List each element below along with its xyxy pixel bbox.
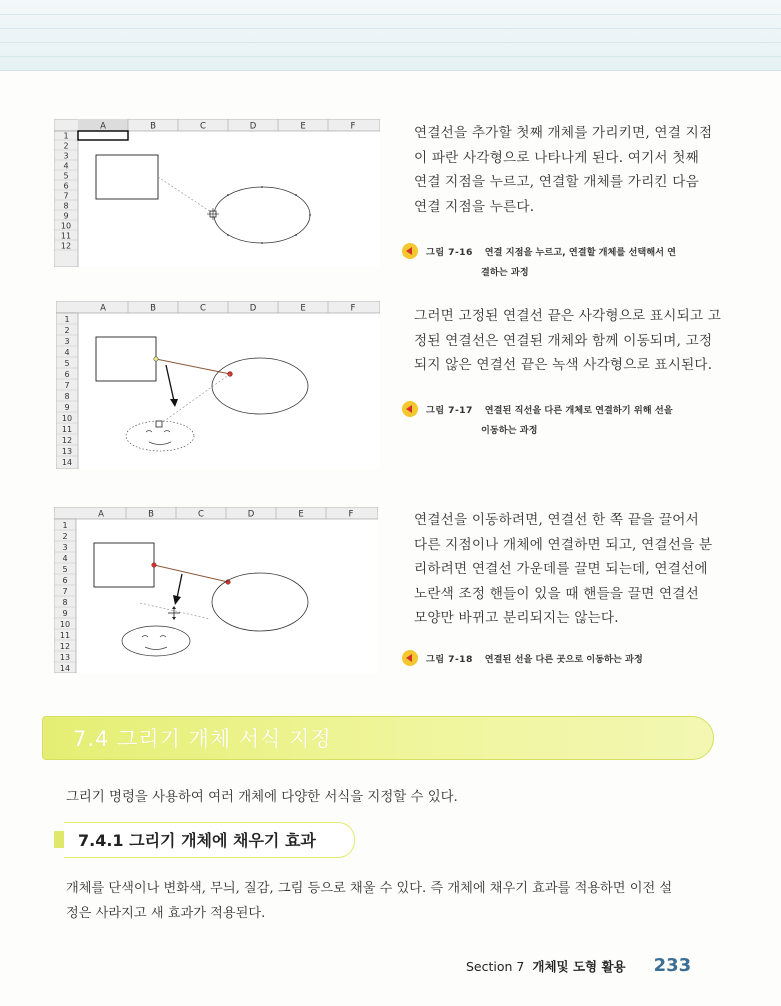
col-header: F [350, 121, 356, 132]
figure-7-16-screenshot [54, 119, 380, 267]
row-header: 6 [63, 181, 69, 191]
col-header: B [150, 121, 156, 132]
subsection-heading-banner [64, 822, 355, 858]
col-header: E [298, 509, 304, 520]
row-header: 7 [62, 587, 68, 596]
subsection-marker [54, 831, 64, 848]
row-header: 12 [60, 241, 72, 251]
figure-7-17-caption: 그림 7-17 연결된 직선을 다른 개체로 연결하기 위해 선을 이동하는 과정 [402, 401, 673, 436]
row-header: 8 [63, 201, 69, 211]
header-band [0, 0, 781, 71]
section-heading-banner [42, 716, 714, 760]
col-header: E [300, 303, 306, 314]
col-header: C [200, 121, 206, 132]
caption-arrow-icon [402, 650, 418, 666]
row-header: 4 [62, 554, 68, 563]
row-header: 6 [62, 576, 68, 585]
col-header: D [249, 121, 257, 132]
section-intro: 그리기 명령을 사용하여 여러 개체에 다양한 서식을 지정할 수 있다. [66, 790, 458, 805]
col-header: A [98, 509, 104, 520]
figure-7-18-paragraph: 연결선을 이동하려면, 연결선 한 쪽 끝을 끌어서 다른 지점이나 개체에 연결하면 되고, 연결선을 분 리하려면 연결선 가운데를 끌면 되는데, 연결선에 노란색 조정 핸들이 있을 때 핸들을 끌면 연결선 모양만 바뀌고 분리되지는 않는다. [414, 512, 713, 626]
row-header: 3 [64, 337, 70, 346]
row-header: 2 [64, 326, 70, 335]
row-header: 5 [63, 171, 69, 181]
col-header: F [350, 303, 356, 314]
col-header: D [247, 509, 255, 520]
col-header: F [348, 509, 354, 520]
row-header: 8 [64, 392, 70, 401]
footer-section-label: Section 7 [466, 959, 525, 974]
row-header: 12 [59, 642, 71, 651]
col-header: C [198, 509, 204, 520]
row-header: 1 [62, 521, 68, 530]
col-header: A [100, 303, 106, 314]
footer-chapter-title: 개체및 도형 활용 [532, 959, 626, 974]
row-header: 13 [59, 653, 71, 662]
row-header: 1 [63, 131, 69, 141]
page-footer [466, 955, 691, 976]
row-header: 2 [63, 141, 69, 151]
col-header: A [100, 121, 106, 132]
row-header: 9 [63, 211, 69, 221]
figure-7-17-paragraph: 그러면 고정된 연결선 끝은 사각형으로 표시되고 고 정된 연결선은 연결된 개체와 함께 이동되며, 고정 되지 않은 연결선 끝은 녹색 사각형으로 표시된다. [414, 308, 722, 373]
row-header: 5 [62, 565, 68, 574]
row-header: 4 [64, 348, 70, 357]
row-header: 3 [63, 151, 69, 161]
figure-7-16-caption: 그림 7-16 연결 지점을 누르고, 연결할 개체를 선택해서 연 결하는 과정 [402, 243, 676, 278]
row-header: 10 [61, 414, 73, 423]
row-header: 4 [63, 161, 69, 171]
col-header: B [150, 303, 156, 314]
col-header: D [249, 303, 257, 314]
row-header: 13 [61, 447, 73, 456]
figure-7-16-paragraph: 연결선을 추가할 첫째 개체를 가리키면, 연결 지점 이 파란 사각형으로 나타나게 된다. 여기서 첫째 연결 지점을 누르고, 연결할 개체를 가리킨 다음 연결 지점을 누른다. [414, 125, 713, 215]
row-header: 12 [61, 436, 73, 445]
row-header: 10 [60, 221, 72, 231]
row-header: 2 [62, 532, 68, 541]
row-header: 6 [64, 370, 70, 379]
row-header: 5 [64, 359, 70, 368]
row-header: 10 [59, 620, 71, 629]
subsection-title: 7.4.1 그리기 개체에 채우기 효과 [78, 831, 316, 850]
figure-7-18-caption: 그림 7-18 연결된 선을 다른 곳으로 이동하는 과정 [402, 650, 643, 666]
row-header: 11 [59, 631, 71, 640]
col-header: B [148, 509, 154, 520]
row-header: 3 [62, 543, 68, 552]
row-header: 7 [64, 381, 70, 390]
page-number: 233 [653, 955, 692, 976]
row-header: 9 [64, 403, 70, 412]
caption-arrow-icon [402, 401, 418, 417]
row-header: 14 [59, 664, 71, 673]
row-header: 14 [61, 458, 73, 467]
col-header: C [200, 303, 206, 314]
row-header: 1 [64, 315, 70, 324]
row-header: 8 [62, 598, 68, 607]
row-header: 11 [61, 425, 73, 434]
figure-7-17-screenshot [56, 301, 380, 469]
row-header: 11 [60, 231, 72, 241]
subsection-body-line: 개체를 단색이나 변화색, 무늬, 질감, 그림 등으로 채울 수 있다. 즉 개체에 채우기 효과를 적용하면 이전 설 [66, 881, 673, 896]
row-header: 9 [62, 609, 68, 618]
section-title: 7.4 그리기 개체 서식 지정 [73, 727, 332, 751]
subsection-body-line: 정은 사라지고 새 효과가 적용된다. [66, 906, 266, 921]
col-header: E [300, 121, 306, 132]
figure-7-18-screenshot [54, 507, 378, 673]
row-header: 7 [63, 191, 69, 201]
caption-arrow-icon [402, 243, 418, 259]
